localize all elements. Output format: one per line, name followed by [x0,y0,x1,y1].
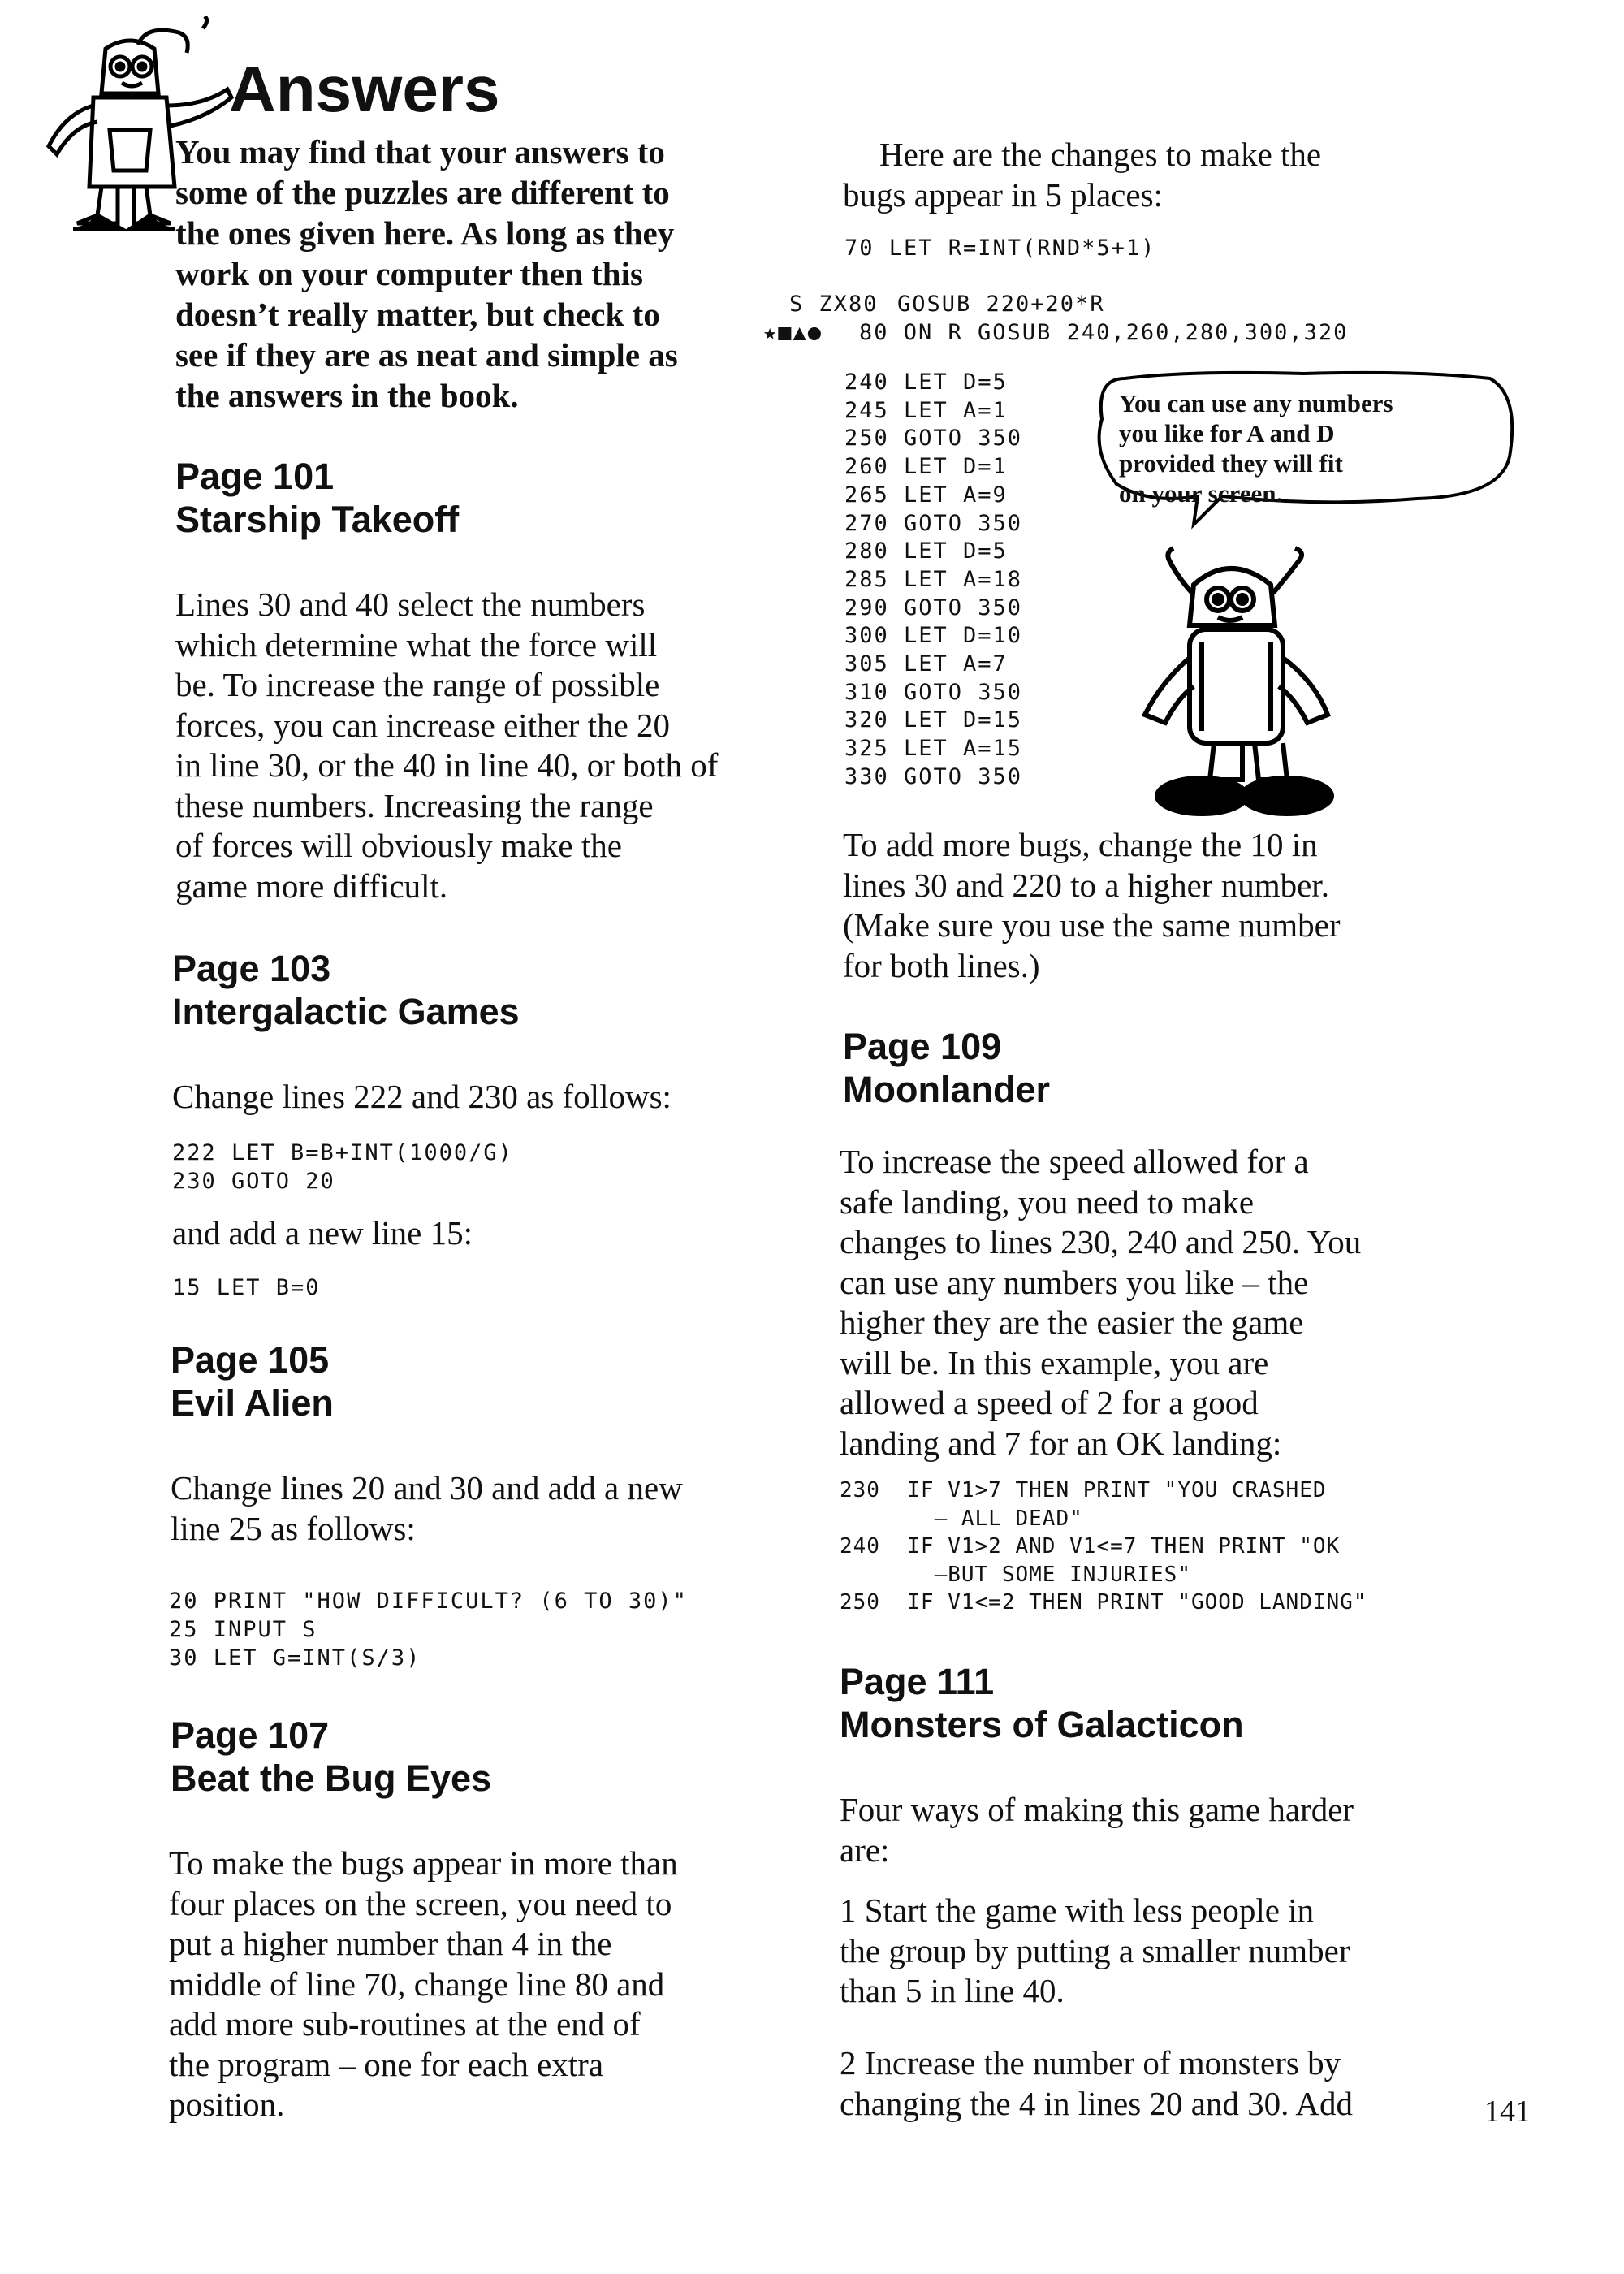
list-item-1 [840,1891,1473,2012]
code-line: 240 LET D=5 [844,370,1008,395]
body-line: add more sub-routines at the end of [169,2005,641,2043]
body-line: allowed a speed of 2 for a good [840,1384,1259,1421]
section-body-page-109 [840,1142,1473,1463]
section-page-label: Page 111 [840,1661,995,1702]
section-body-page-107 [169,1844,802,2125]
body-line: changing the 4 in lines 20 and 30. Add [840,2084,1353,2122]
code-line: 230 IF V1>7 THEN PRINT "YOU CRASHED [840,1478,1327,1502]
body-line: bugs appear in 5 places: [843,175,1163,214]
intro-line: work on your computer then this [175,255,643,292]
body-line: To increase the speed allowed for a [840,1143,1309,1180]
code-line: 250 IF V1<=2 THEN PRINT "GOOD LANDING" [840,1590,1367,1615]
body-line: of forces will obviously make the [175,827,622,864]
section-heading-page-107 [171,1714,491,1800]
code-block-subroutines [844,369,1022,792]
code-line: 270 GOTO 350 [844,510,1023,536]
intro-paragraph [175,132,793,416]
body-line: will be. In this example, you are [840,1343,1269,1381]
body-line: four places on the screen, you need to [169,1884,672,1922]
section-title: Intergalactic Games [172,991,520,1032]
body-line: line 25 as follows: [171,1509,416,1547]
bug-eyes-right-intro [843,135,1460,215]
code-line: 290 GOTO 350 [844,594,1023,620]
intro-line: doesn’t really matter, but check to [175,296,660,333]
body-line: be. To increase the range of possible [175,666,660,703]
section-body-page-103: Change lines 222 and 230 as follows: [172,1078,672,1115]
body-line: 1 Start the game with less people in [840,1891,1315,1929]
code-line-80-other: 80 ON R GOSUB 240,260,280,300,320 [859,320,1349,345]
code-line: 320 LET D=15 [844,707,1023,733]
bubble-line: on your screen. [1119,479,1283,508]
code-line: 240 IF V1>2 AND V1<=7 THEN PRINT "OK [840,1534,1341,1559]
code-line: –BUT SOME INJURIES" [840,1562,1191,1587]
body-line: Four ways of making this game harder [840,1791,1354,1828]
section-title: Beat the Bug Eyes [171,1757,492,1799]
more-bugs-paragraph [843,825,1460,986]
body-line: which determine what the force will [175,625,658,664]
code-line: 280 LET D=5 [844,538,1008,564]
page-number: 141 [1484,2095,1531,2129]
bubble-line: provided they will fit [1119,449,1343,478]
intro-line: the answers in the book. [175,377,519,414]
code-line: 310 GOTO 350 [844,679,1023,705]
section-heading-page-101 [175,455,459,541]
body-line: game more difficult. [175,867,448,905]
code-line: 265 LET A=9 [844,482,1008,508]
section-body-page-111 [840,1790,1473,1870]
code-line: 300 LET D=10 [844,623,1023,649]
body-line: To make the bugs appear in more than [169,1844,678,1882]
section-title: Monsters of Galacticon [840,1704,1244,1745]
intro-line: some of the puzzles are different to [175,174,670,211]
section-body-page-101 [175,585,793,906]
code-line: 285 LET A=18 [844,566,1023,592]
page-title: Answers [229,53,500,125]
intro-line: see if they are as neat and simple as [175,336,678,374]
section-title: Starship Takeoff [175,499,460,540]
zx80-marker: S ZX80 [789,292,879,317]
body-line: lines 30 and 220 to a higher number. [843,866,1329,904]
code-line-70: 70 LET R=INT(RND*5+1) [844,236,1156,261]
bubble-line: You can use any numbers [1119,389,1393,417]
code-line: 260 LET D=1 [844,454,1008,480]
code-line: 325 LET A=15 [844,736,1023,762]
code-block-page-109 [840,1476,1367,1617]
robot-illustration-middle [1121,536,1356,824]
body-line: are: [840,1831,890,1869]
body-line: middle of line 70, change line 80 and [169,1965,665,2003]
intro-line: You may find that your answers to [175,133,665,171]
section-heading-page-103 [172,947,520,1033]
section-title: Moonlander [843,1069,1050,1110]
code-line: 305 LET A=7 [844,651,1008,677]
body-line: the group by putting a smaller number [840,1931,1350,1969]
section-page-label: Page 109 [843,1026,1002,1067]
code-block-page-105 [169,1587,688,1672]
section-heading-page-105 [171,1338,334,1424]
code-line: 250 GOTO 350 [844,426,1023,452]
code-line: 230 GOTO 20 [172,1169,335,1194]
list-item-2 [840,2043,1473,2124]
body-line: 2 Increase the number of monsters by [840,2044,1341,2082]
body-line: put a higher number than 4 in the [169,1925,612,1962]
computer-symbols-marker: ★■▲● [763,320,823,345]
body-line: Here are the changes to make the [879,136,1322,173]
body-line: position. [169,2086,285,2123]
intro-line: the ones given here. As long as they [175,214,675,252]
body-line: than 5 in line 40. [840,1972,1065,2009]
body-line: changes to lines 230, 240 and 250. You [840,1223,1362,1260]
body-line: To add more bugs, change the 10 in [843,826,1318,863]
code-block-page-103-b: 15 LET B=0 [172,1275,321,1300]
body-line: (Make sure you use the same number [843,906,1341,944]
body-line: these numbers. Increasing the range [175,786,654,824]
body-line: can use any numbers you like – the [840,1263,1309,1301]
code-line: 330 GOTO 350 [844,763,1023,789]
section-heading-page-109 [843,1025,1050,1111]
body-line: in line 30, or the 40 in line 40, or both of [175,746,719,784]
body-line: higher they are the easier the game [840,1303,1304,1341]
code-line: 20 PRINT "HOW DIFFICULT? (6 TO 30)" [169,1589,688,1614]
body-line: safe landing, you need to make [840,1182,1255,1221]
code-line: 222 LET B=B+INT(1000/G) [172,1140,513,1165]
code-block-page-103-a [172,1139,513,1195]
code-line: 30 LET G=INT(S/3) [169,1645,421,1671]
section-page-label: Page 107 [171,1714,330,1756]
body-line: for both lines.) [843,946,1040,984]
section-body-page-103-b: and add a new line 15: [172,1214,473,1252]
section-page-label: Page 103 [172,948,331,989]
speech-bubble-text [1119,388,1501,508]
body-line: forces, you can increase either the 20 [175,706,671,744]
section-body-page-105 [171,1468,683,1549]
body-line: landing and 7 for an OK landing: [840,1424,1282,1462]
section-title: Evil Alien [171,1382,334,1424]
bubble-line: you like for A and D [1119,419,1335,447]
body-line: Change lines 20 and 30 and add a new [171,1469,683,1507]
section-heading-page-111 [840,1660,1244,1746]
code-line: 245 LET A=1 [844,397,1008,423]
body-line: Lines 30 and 40 select the numbers [175,586,646,623]
code-line: 25 INPUT S [169,1617,317,1642]
section-page-label: Page 105 [171,1339,330,1381]
section-page-label: Page 101 [175,456,335,497]
body-line: the program – one for each extra [169,2045,604,2083]
code-line: – ALL DEAD" [840,1506,1083,1531]
code-line-80-zx80: GOSUB 220+20*R [897,292,1105,317]
